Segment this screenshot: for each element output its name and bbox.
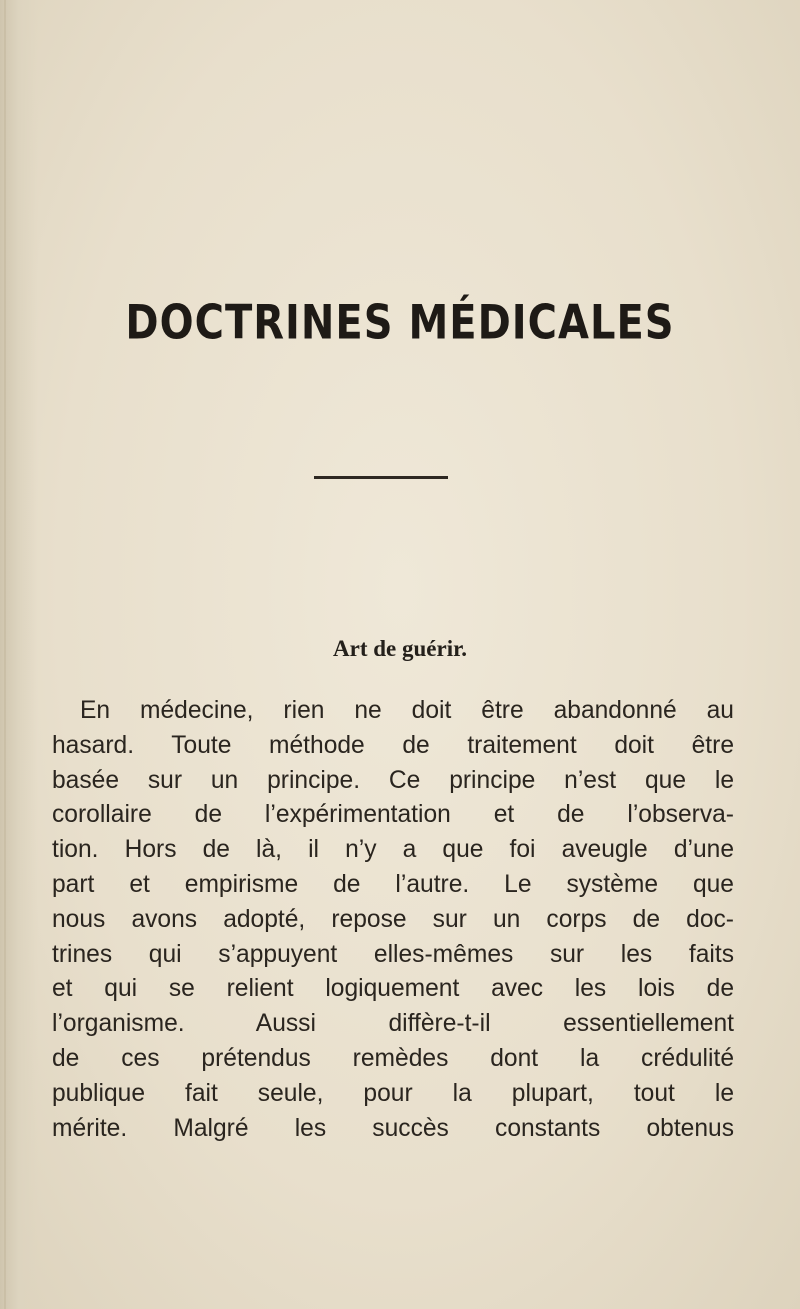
body-paragraph	[52, 694, 734, 1146]
title-divider	[314, 476, 448, 479]
paragraph-line: l’organisme. Aussi diffère-t-il essentiellement	[52, 1010, 734, 1038]
page-title: DOCTRINES MÉDICALES	[125, 296, 675, 351]
paragraph-line: de ces prétendus remèdes dont la crédulité	[52, 1044, 734, 1072]
paragraph-line: trines qui s’appuyent elles-mêmes sur les faits	[52, 940, 734, 968]
paragraph-line: tion. Hors de là, il n’y a que foi aveugle d’une	[52, 836, 734, 864]
section-title: Art de guérir.	[333, 636, 467, 661]
paragraph-line: nous avons adopté, repose sur un corps de doc-	[52, 905, 734, 933]
paragraph-line: En médecine, rien ne doit être abandonné au	[80, 697, 734, 724]
paragraph-line: mérite. Malgré les succès constants obtenus	[52, 1114, 734, 1142]
paragraph-line: part et empirisme de l’autre. Le système que	[52, 870, 734, 898]
paragraph-line: hasard. Toute méthode de traitement doit être	[52, 731, 734, 759]
paragraph-line: et qui se relient logiquement avec les lois de	[52, 975, 734, 1003]
paragraph-line: basée sur un principe. Ce principe n’est que le	[52, 766, 734, 794]
paragraph-line: publique fait seule, pour la plupart, tout le	[52, 1079, 734, 1107]
paragraph-line: corollaire de l’expérimentation et de l’observa-	[52, 801, 734, 829]
